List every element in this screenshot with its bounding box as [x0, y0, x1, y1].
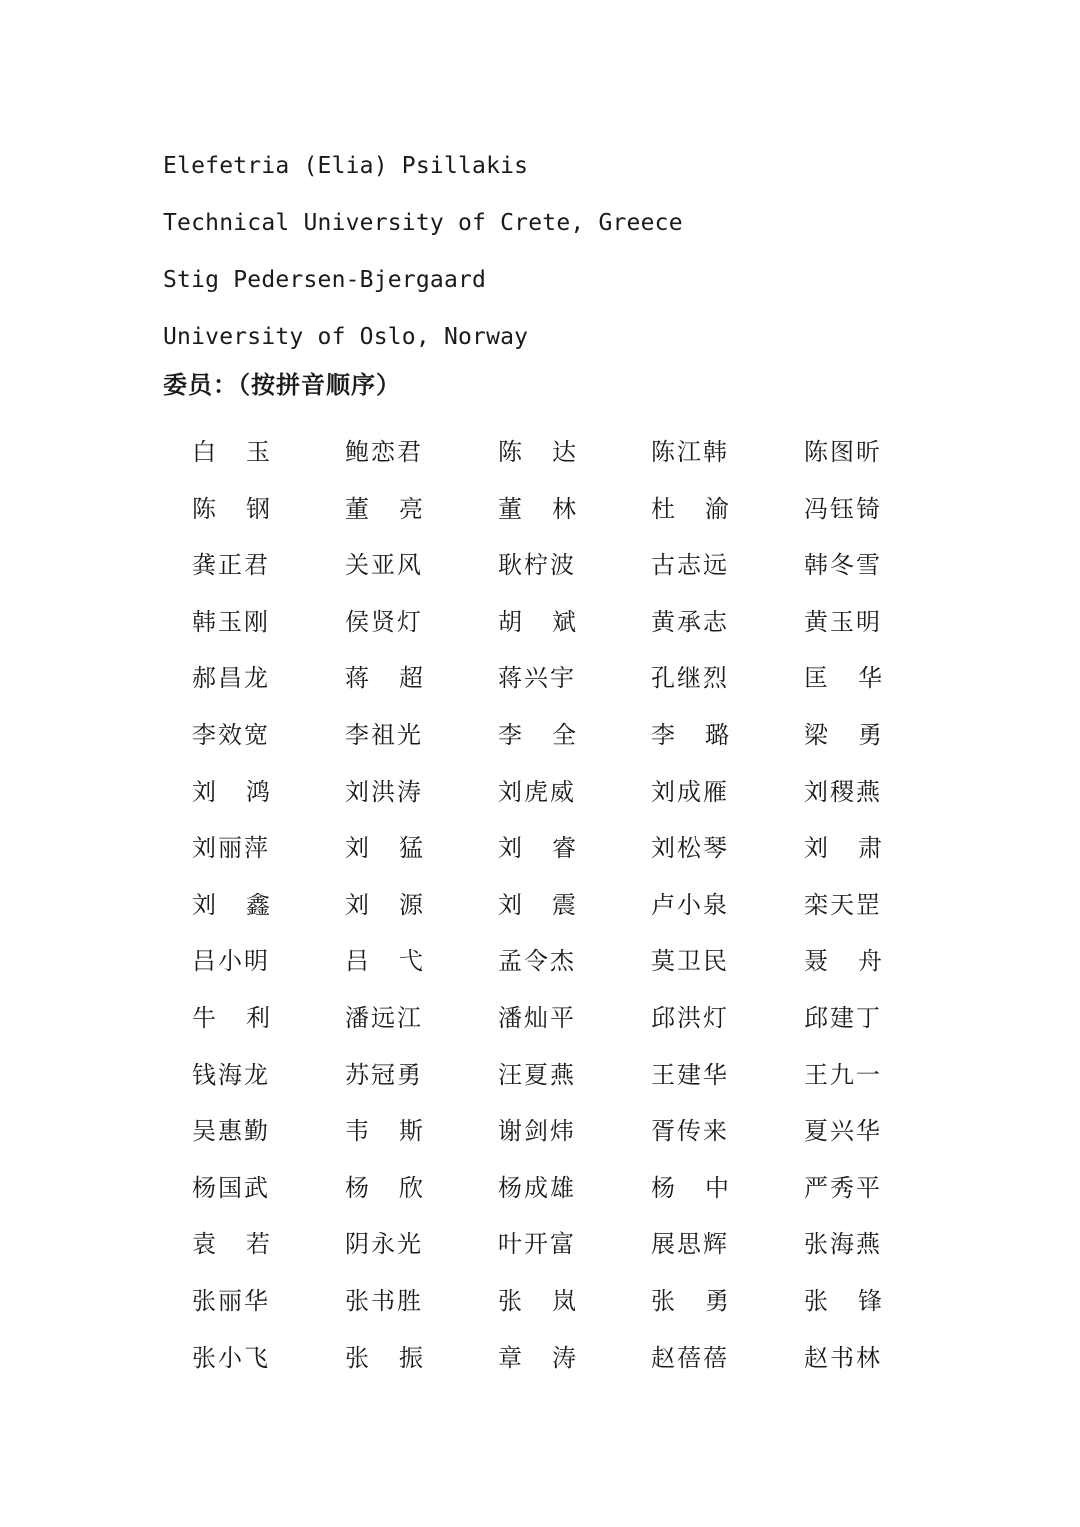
- member-name: 卢小泉: [651, 890, 729, 919]
- section-title: 委员：（按拼音顺序）: [163, 371, 401, 399]
- member-name: 胥传来: [651, 1117, 729, 1146]
- member-name: 赵书林: [804, 1343, 882, 1372]
- member-name: 张岚: [498, 1286, 606, 1315]
- member-name: 夏兴华: [804, 1117, 882, 1146]
- member-name-psillakis: Elefetria (Elia) Psillakis: [163, 153, 529, 179]
- member-name: 吴惠勤: [192, 1117, 270, 1146]
- affiliation-crete: Technical University of Crete, Greece: [163, 210, 683, 236]
- member-name: 孟令杰: [498, 947, 576, 976]
- member-name: 李全: [498, 720, 606, 749]
- member-name: 邱建丁: [804, 1003, 882, 1032]
- member-name: 杨中: [651, 1173, 759, 1202]
- member-name: 李效宽: [192, 720, 270, 749]
- member-name: 杜渝: [651, 494, 759, 523]
- member-name: 冯钰锜: [804, 494, 882, 523]
- member-name: 郝昌龙: [192, 664, 270, 693]
- member-name: 刘洪涛: [345, 777, 423, 806]
- member-name: 刘源: [345, 890, 453, 919]
- member-name: 潘灿平: [498, 1003, 576, 1032]
- member-name: 古志远: [651, 551, 729, 580]
- affiliation-oslo: University of Oslo, Norway: [163, 324, 529, 350]
- member-name-pedersen-bjergaard: Stig Pedersen-Bjergaard: [163, 267, 487, 293]
- member-name: 董林: [498, 494, 606, 523]
- member-name: 梁勇: [804, 720, 912, 749]
- member-name: 白玉: [192, 438, 300, 466]
- member-name: 张锋: [804, 1286, 912, 1315]
- member-name: 韩冬雪: [804, 551, 882, 580]
- member-name: 匡华: [804, 664, 912, 693]
- member-name: 刘鑫: [192, 890, 300, 919]
- member-name: 龚正君: [192, 551, 270, 580]
- member-name: 张海燕: [804, 1230, 882, 1259]
- member-name: 蒋超: [345, 664, 453, 693]
- member-name: 刘丽萍: [192, 834, 270, 863]
- member-name: 王九一: [804, 1060, 882, 1089]
- member-name: 张小飞: [192, 1343, 270, 1372]
- member-name: 韦斯: [345, 1117, 453, 1146]
- member-name: 赵蓓蓓: [651, 1343, 729, 1372]
- member-name: 鲍恋君: [345, 438, 423, 466]
- member-name: 蒋兴宇: [498, 664, 576, 693]
- member-name: 刘成雁: [651, 777, 729, 806]
- member-name: 刘松琴: [651, 834, 729, 863]
- member-name: 刘虎威: [498, 777, 576, 806]
- member-name: 吕小明: [192, 947, 270, 976]
- member-name: 陈图昕: [804, 438, 882, 466]
- member-name: 黄承志: [651, 607, 729, 636]
- member-name: 关亚风: [345, 551, 423, 580]
- member-name: 莫卫民: [651, 947, 729, 976]
- member-name: 张书胜: [345, 1286, 423, 1315]
- member-name: 展思辉: [651, 1230, 729, 1259]
- member-name: 陈达: [498, 438, 606, 466]
- member-name: 汪夏燕: [498, 1060, 576, 1089]
- member-name: 苏冠勇: [345, 1060, 423, 1089]
- member-name: 陈钢: [192, 494, 300, 523]
- member-name: 侯贤灯: [345, 607, 423, 636]
- member-name: 刘震: [498, 890, 606, 919]
- member-name: 李祖光: [345, 720, 423, 749]
- member-name: 钱海龙: [192, 1060, 270, 1089]
- member-name: 王建华: [651, 1060, 729, 1089]
- member-name: 董亮: [345, 494, 453, 523]
- member-name: 叶开富: [498, 1230, 576, 1259]
- member-name: 牛利: [192, 1003, 300, 1032]
- member-name: 刘稷燕: [804, 777, 882, 806]
- member-name: 潘远江: [345, 1003, 423, 1032]
- member-name: 吕弋: [345, 947, 453, 976]
- member-name: 张丽华: [192, 1286, 270, 1315]
- intro-block: [163, 138, 983, 366]
- member-name: 严秀平: [804, 1173, 882, 1202]
- member-name: 陈江韩: [651, 438, 729, 466]
- member-name: 张振: [345, 1343, 453, 1372]
- member-name: 章涛: [498, 1343, 606, 1372]
- member-name: 刘肃: [804, 834, 912, 863]
- member-name: 孔继烈: [651, 664, 729, 693]
- member-name: 杨欣: [345, 1173, 453, 1202]
- member-name: 黄玉明: [804, 607, 882, 636]
- member-name: 韩玉刚: [192, 607, 270, 636]
- member-name: 张勇: [651, 1286, 759, 1315]
- member-name: 刘睿: [498, 834, 606, 863]
- member-name: 刘猛: [345, 834, 453, 863]
- member-name: 阴永光: [345, 1230, 423, 1259]
- member-name: 谢剑炜: [498, 1117, 576, 1146]
- member-name: 李璐: [651, 720, 759, 749]
- member-name: 刘鸿: [192, 777, 300, 806]
- member-name: 耿柠波: [498, 551, 576, 580]
- member-list: [163, 424, 923, 1386]
- member-name: 聂舟: [804, 947, 912, 976]
- member-name: 邱洪灯: [651, 1003, 729, 1032]
- member-name: 袁若: [192, 1230, 300, 1259]
- member-name: 杨国武: [192, 1173, 270, 1202]
- member-name: 杨成雄: [498, 1173, 576, 1202]
- member-name: 栾天罡: [804, 890, 882, 919]
- member-name: 胡斌: [498, 607, 606, 636]
